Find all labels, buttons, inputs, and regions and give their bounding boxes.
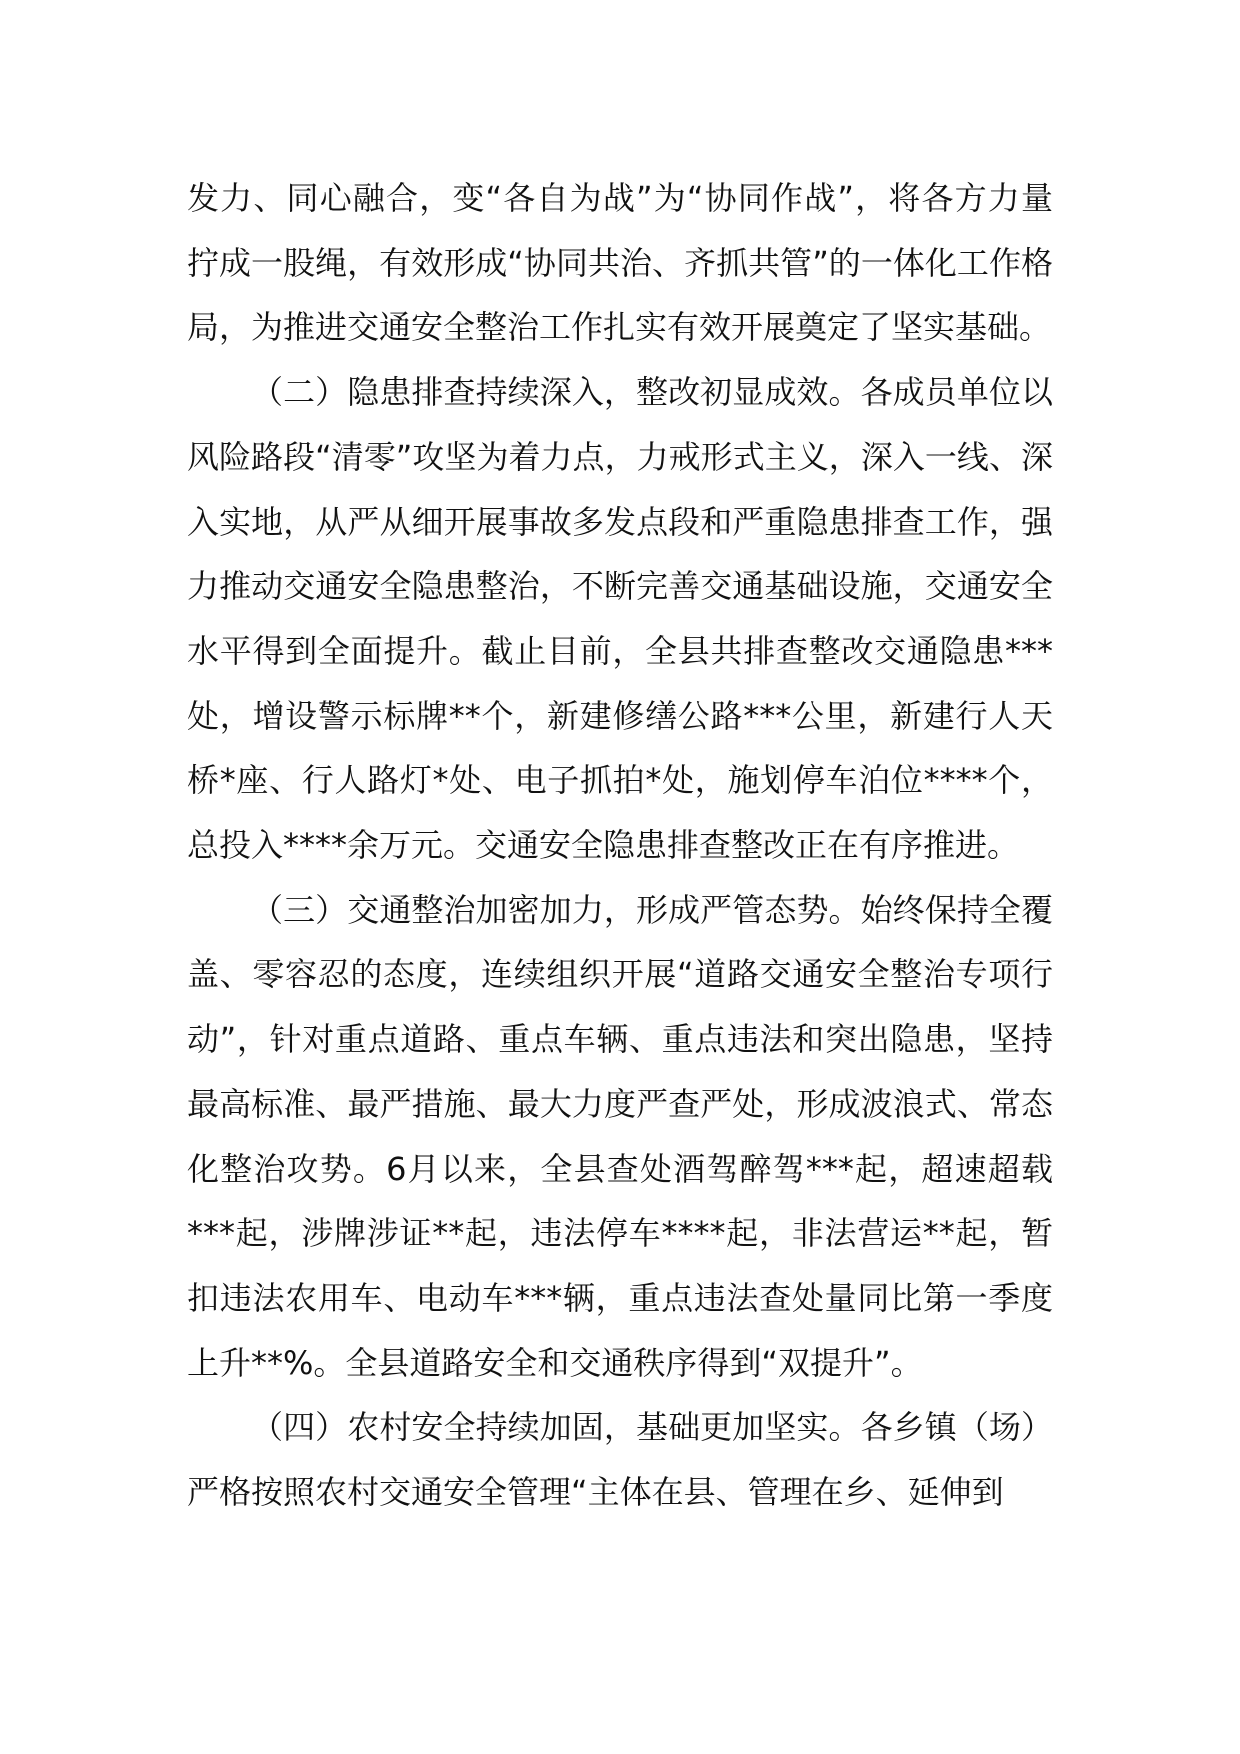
paragraph-section-3: （三）交通整治加密加力，形成严管态势。始终保持全覆盖、零容忍的态度，连续组织开展“道路交通安全整治专项行动”，针对重点道路、重点车辆、重点违法和突出隐患，坚持最高标准、最严措施、最大力度严查严处，形成波浪式、常态化整治攻势。6月以来，全县查处酒驾醉驾***起，超速超载***起，涉牌涉证**起，违法停车****起，非法营运**起，暂扣违法农用车、电动车***辆，重点违法查处量同比第一季度上升**%。全县道路安全和交通秩序得到“双提升”。 [187, 890, 1053, 1382]
paragraph-section-4: （四）农村安全持续加固，基础更加坚实。各乡镇（场）严格按照农村交通安全管理“主体在县、管理在乡、延伸到 [187, 1408, 1053, 1512]
document-body [187, 166, 1053, 1525]
paragraph-continuation: 发力、同心融合，变“各自为战”为“协同作战”，将各方力量拧成一股绳，有效形成“协同共治、齐抓共管”的一体化工作格局，为推进交通安全整治工作扎实有效开展奠定了坚实基础。 [187, 179, 1053, 347]
paragraph-section-2: （二）隐患排查持续深入，整改初显成效。各成员单位以风险路段“清零”攻坚为着力点，力戒形式主义，深入一线、深入实地，从严从细开展事故多发点段和严重隐患排查工作，强力推动交通安全隐患整治，不断完善交通基础设施，交通安全水平得到全面提升。截止目前，全县共排查整改交通隐患***处，增设警示标牌**个，新建修缮公路***公里，新建行人天桥*座、行人路灯*处、电子抓拍*处，施划停车泊位****个，总投入****余万元。交通安全隐患排查整改正在有序推进。 [187, 373, 1053, 865]
